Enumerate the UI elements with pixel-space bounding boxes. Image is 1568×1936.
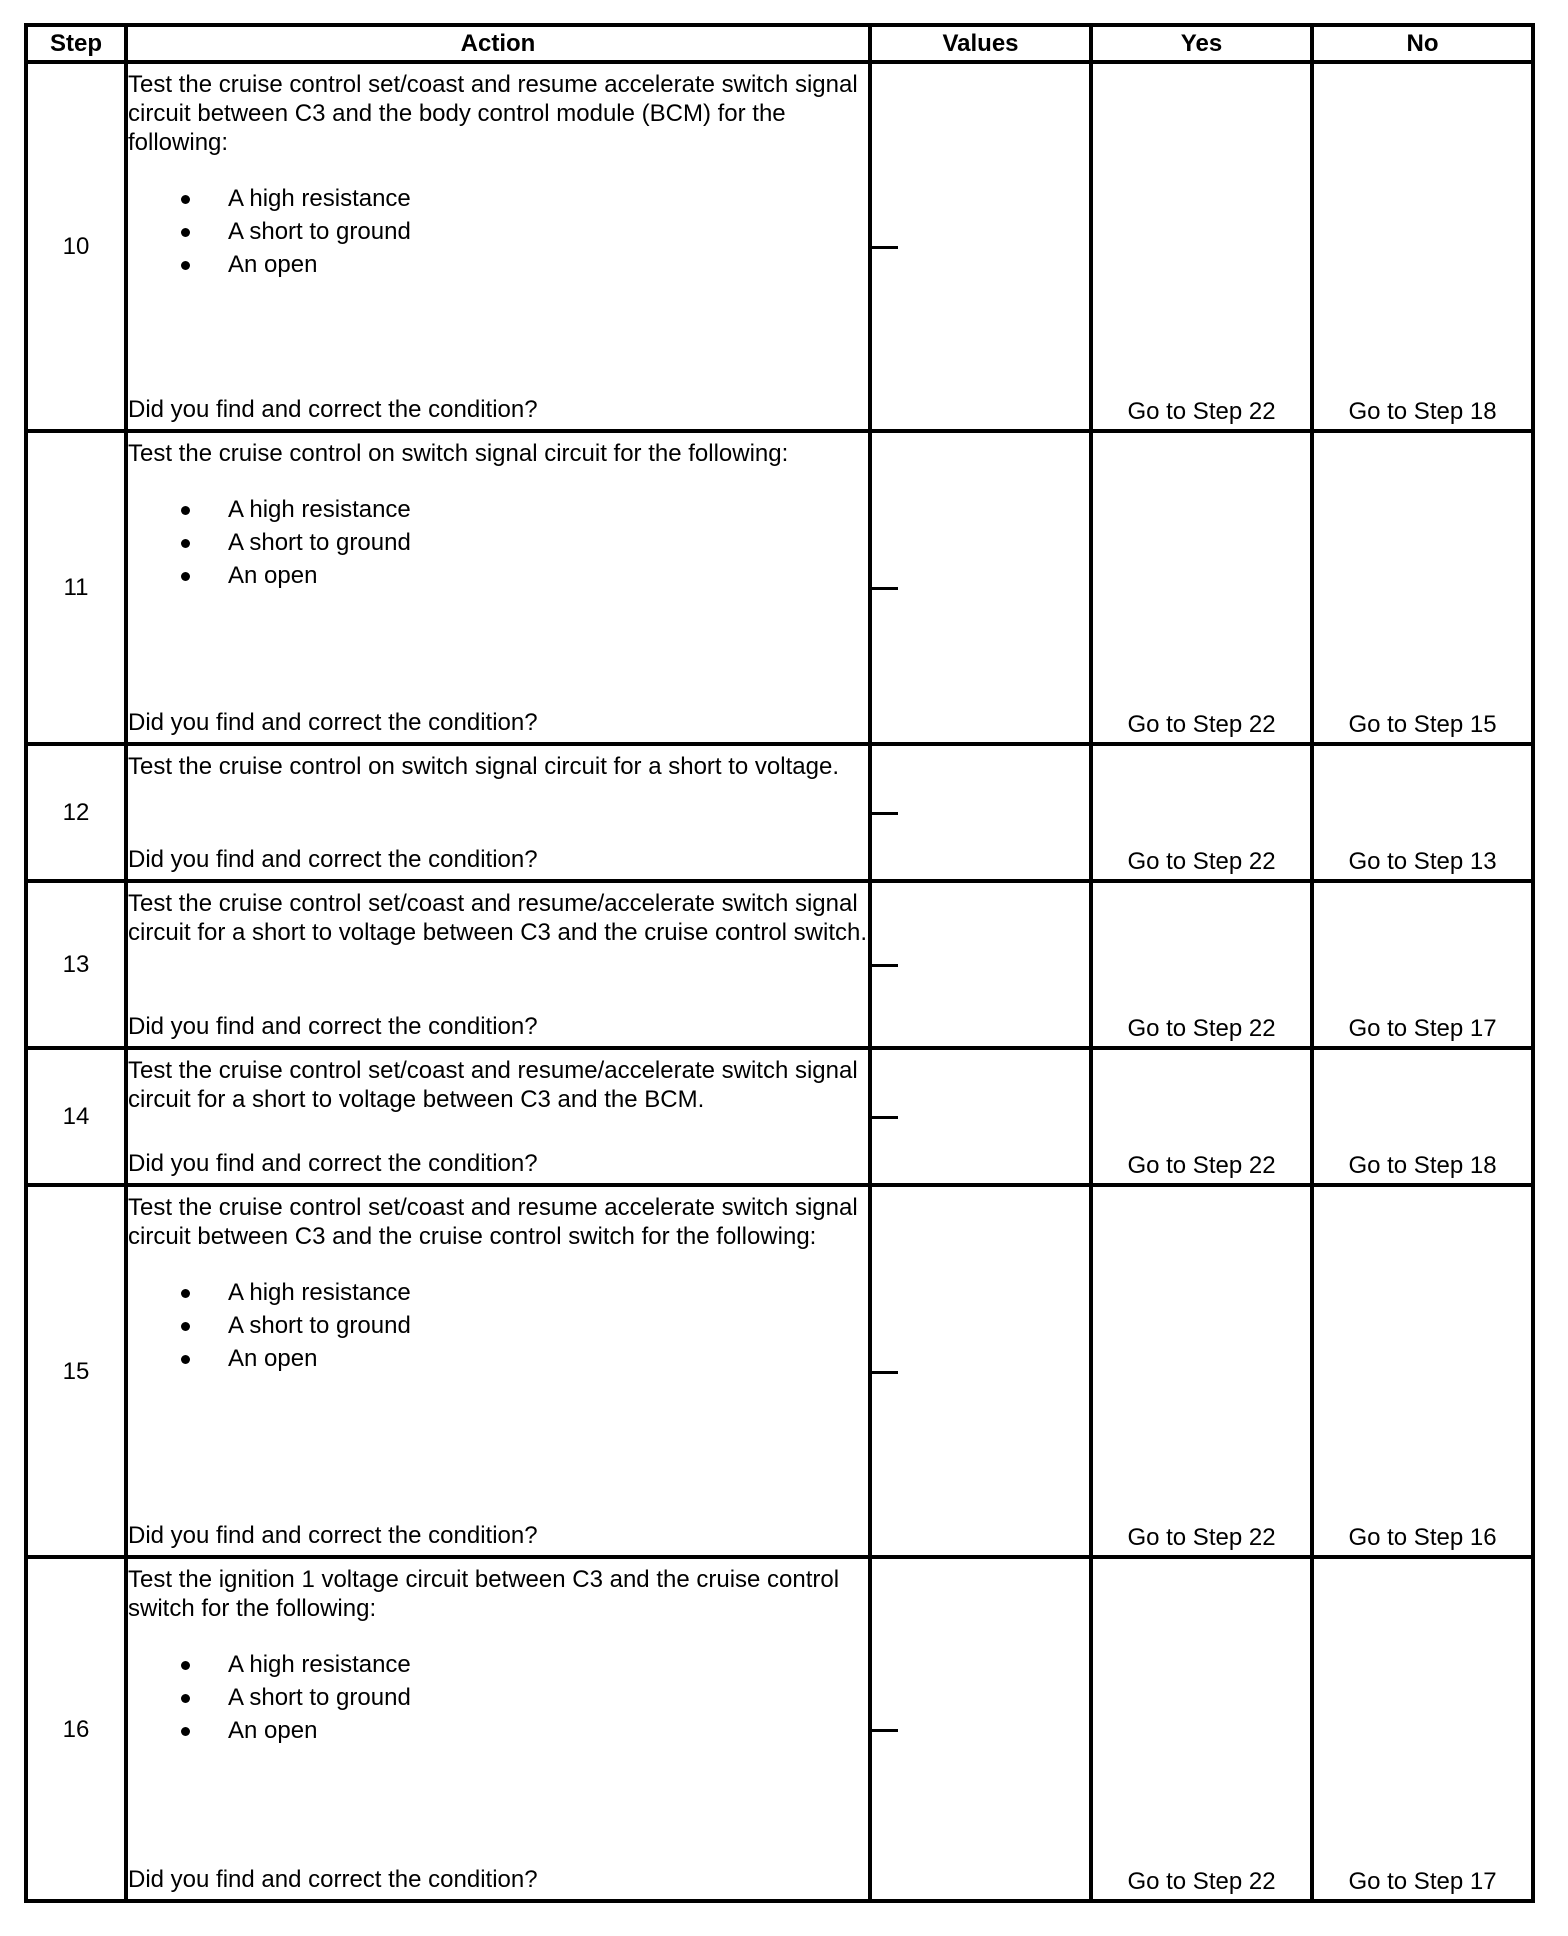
no-link: Go to Step 15 <box>1348 711 1497 738</box>
step-number: 16 <box>26 1557 126 1901</box>
em-dash <box>872 812 898 815</box>
em-dash <box>872 964 898 967</box>
action-cell <box>126 881 870 1048</box>
action-question: Did you find and correct the condition? <box>128 846 538 873</box>
action-description: Test the cruise control on switch signal circuit for a short to voltage. <box>128 753 839 780</box>
condition-item: An open <box>228 1342 868 1375</box>
condition-item: A short to ground <box>228 1681 868 1714</box>
yes-link: Go to Step 22 <box>1127 711 1276 738</box>
condition-item: A high resistance <box>228 1276 868 1309</box>
yes-link: Go to Step 22 <box>1127 1152 1276 1179</box>
action-cell <box>126 431 870 744</box>
values-cell <box>870 1185 1091 1557</box>
step-number: 10 <box>26 62 126 431</box>
header-row <box>26 25 1533 62</box>
no-link: Go to Step 16 <box>1348 1524 1497 1551</box>
yes-cell <box>1091 1557 1312 1901</box>
values-cell <box>870 62 1091 431</box>
action-description: Test the cruise control set/coast and resume/accelerate switch signal circuit for a short to voltage between C3 and the BCM. <box>128 1057 858 1113</box>
header-no: No <box>1312 25 1533 62</box>
step-number: 15 <box>26 1185 126 1557</box>
condition-item: An open <box>228 1714 868 1747</box>
em-dash <box>872 1729 898 1732</box>
no-link: Go to Step 13 <box>1348 848 1497 875</box>
no-cell <box>1312 881 1533 1048</box>
action-question: Did you find and correct the condition? <box>128 1013 538 1040</box>
condition-item: A short to ground <box>228 526 868 559</box>
action-description: Test the cruise control set/coast and resume/accelerate switch signal circuit for a short to voltage between C3 and the cruise control switch. <box>128 890 868 946</box>
action-cell <box>126 62 870 431</box>
yes-link: Go to Step 22 <box>1127 1868 1276 1895</box>
action-description: Test the cruise control on switch signal circuit for the following: <box>128 440 789 467</box>
values-text <box>898 1102 899 1103</box>
em-dash <box>872 1371 898 1374</box>
action-question: Did you find and correct the condition? <box>128 1150 538 1177</box>
values-cell <box>870 431 1091 744</box>
step-number: 13 <box>26 881 126 1048</box>
yes-cell <box>1091 62 1312 431</box>
table-row <box>26 1557 1533 1901</box>
step-number: 12 <box>26 744 126 881</box>
yes-cell <box>1091 1048 1312 1185</box>
no-link: Go to Step 17 <box>1348 1015 1497 1042</box>
step-number: 14 <box>26 1048 126 1185</box>
condition-item: An open <box>228 248 868 281</box>
em-dash <box>872 246 898 249</box>
condition-item: A short to ground <box>228 1309 868 1342</box>
yes-link: Go to Step 22 <box>1127 848 1276 875</box>
no-link: Go to Step 17 <box>1348 1868 1497 1895</box>
action-cell <box>126 1185 870 1557</box>
condition-list <box>128 182 868 281</box>
no-cell <box>1312 1048 1533 1185</box>
condition-item: A high resistance <box>228 1648 868 1681</box>
action-question: Did you find and correct the condition? <box>128 1522 538 1549</box>
action-cell <box>126 1557 870 1901</box>
values-cell <box>870 881 1091 1048</box>
values-text <box>898 1357 899 1358</box>
yes-link: Go to Step 22 <box>1127 1015 1276 1042</box>
no-cell <box>1312 1557 1533 1901</box>
header-action: Action <box>126 25 870 62</box>
no-link: Go to Step 18 <box>1348 1152 1497 1179</box>
action-description: Test the cruise control set/coast and resume accelerate switch signal circuit between C3 and the cruise control switch for the following: <box>128 1194 858 1250</box>
yes-cell <box>1091 1185 1312 1557</box>
header-yes: Yes <box>1091 25 1312 62</box>
values-text <box>898 232 899 233</box>
values-text <box>898 1715 899 1716</box>
yes-link: Go to Step 22 <box>1127 398 1276 425</box>
action-description: Test the ignition 1 voltage circuit between C3 and the cruise control switch for the following: <box>128 1566 840 1622</box>
table-row <box>26 62 1533 431</box>
action-cell <box>126 744 870 881</box>
diagnostic-page <box>24 23 1531 1903</box>
table-body <box>26 62 1533 1901</box>
em-dash <box>872 1116 898 1119</box>
yes-cell <box>1091 744 1312 881</box>
values-cell <box>870 1048 1091 1185</box>
table-row <box>26 1048 1533 1185</box>
yes-link: Go to Step 22 <box>1127 1524 1276 1551</box>
condition-list <box>128 1648 868 1747</box>
condition-item: An open <box>228 559 868 592</box>
table-row <box>26 881 1533 1048</box>
values-text <box>898 950 899 951</box>
table-row <box>26 431 1533 744</box>
header-step: Step <box>26 25 126 62</box>
values-cell <box>870 744 1091 881</box>
em-dash <box>872 587 898 590</box>
condition-item: A short to ground <box>228 215 868 248</box>
no-cell <box>1312 1185 1533 1557</box>
yes-cell <box>1091 431 1312 744</box>
condition-item: A high resistance <box>228 493 868 526</box>
header-values: Values <box>870 25 1091 62</box>
diagnostic-table <box>24 23 1535 1903</box>
condition-list <box>128 493 868 592</box>
action-question: Did you find and correct the condition? <box>128 1866 538 1893</box>
table-row <box>26 1185 1533 1557</box>
values-text <box>898 573 899 574</box>
step-number: 11 <box>26 431 126 744</box>
action-description: Test the cruise control set/coast and resume accelerate switch signal circuit between C3 and the body control module (BCM) for the following: <box>128 71 858 156</box>
condition-item: A high resistance <box>228 182 868 215</box>
table-row <box>26 744 1533 881</box>
action-cell <box>126 1048 870 1185</box>
no-cell <box>1312 744 1533 881</box>
condition-list <box>128 1276 868 1375</box>
action-question: Did you find and correct the condition? <box>128 396 538 423</box>
no-cell <box>1312 62 1533 431</box>
no-cell <box>1312 431 1533 744</box>
no-link: Go to Step 18 <box>1348 398 1497 425</box>
values-cell <box>870 1557 1091 1901</box>
action-question: Did you find and correct the condition? <box>128 709 538 736</box>
values-text <box>898 798 899 799</box>
yes-cell <box>1091 881 1312 1048</box>
